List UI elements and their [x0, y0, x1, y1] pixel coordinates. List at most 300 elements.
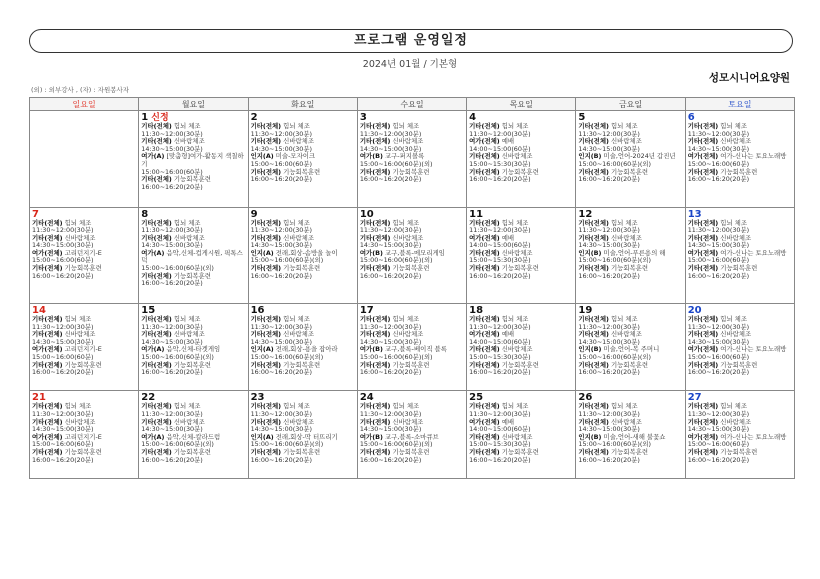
program-category: 기타(전체) [687, 122, 719, 130]
program-category: 기타(전체) [359, 264, 391, 273]
day-number: 4 [469, 112, 477, 123]
program-entry [251, 419, 355, 434]
program-time: 16:00~16:20(20분) [250, 271, 313, 280]
program-time: 16:00~16:20(20분) [469, 368, 531, 377]
weekday-header-wed: 수요일 [357, 98, 466, 111]
program-time: 15:00~16:00(60분) [250, 159, 313, 168]
program-title: 힘뇌 체조 [501, 218, 529, 227]
program-time: 15:00~16:00(60분)(외) [141, 264, 214, 273]
program-entry [141, 123, 245, 138]
program-time: 15:00~16:00(60분)(외) [359, 256, 433, 265]
program-entry [141, 176, 245, 191]
program-title: 힘뇌 체조 [720, 315, 748, 323]
program-title: 힘뇌 체조 [611, 122, 638, 130]
program-category: 기타(전체) [32, 448, 63, 457]
program-title: 신바람체조 [611, 330, 642, 339]
program-category: 기타(전체) [359, 218, 391, 227]
day-number: 1 [141, 112, 149, 123]
program-entry [578, 434, 682, 449]
program-time: 15:00~16:00(60분)(외) [578, 256, 652, 265]
day-number: 12 [578, 208, 593, 220]
program-title: 신바람체조 [283, 330, 315, 339]
program-category: 인지(B) [578, 345, 602, 354]
program-title: 신바람체조 [720, 233, 752, 242]
program-entry [469, 419, 573, 434]
program-time: 11:30~12:00(30분) [578, 226, 640, 235]
program-title: 기능회복훈련 [611, 264, 649, 273]
day-cell [30, 111, 139, 208]
program-entry [688, 123, 792, 138]
program-category: 인지(B) [578, 152, 602, 161]
program-time: 15:00~16:00(60분) [32, 256, 94, 265]
program-title: 기능회복훈련 [173, 360, 211, 369]
program-category: 기타(전체) [578, 402, 609, 411]
program-time: 15:00~16:00(60분) [32, 352, 94, 361]
program-time: 15:00~16:00(60분) [32, 440, 94, 449]
program-category: 여가(A) [141, 345, 165, 354]
program-category: 기타(전체) [687, 315, 719, 323]
program-title: 신바람체조 [283, 417, 315, 426]
program-time: 14:30~15:00(30분) [250, 337, 313, 346]
program-title: 힘뇌 체조 [501, 122, 529, 130]
program-entry [141, 220, 245, 235]
program-title: 기능회복훈련 [283, 167, 321, 176]
program-category: 기타(전체) [578, 448, 609, 457]
program-entry [578, 169, 682, 184]
program-entry [469, 265, 573, 280]
program-category: 기타(전체) [250, 122, 282, 130]
program-title: 음악,신체-컵게시원, 픽톡스덕 [141, 248, 243, 265]
program-entry [469, 220, 573, 235]
program-category: 인지(A) [250, 152, 274, 161]
day-number: 19 [578, 305, 593, 316]
program-category: 여가(전체) [32, 345, 63, 354]
program-entry [32, 265, 136, 280]
program-time: 14:30~15:00(30분) [687, 144, 750, 153]
program-time: 16:00~16:20(20분) [469, 455, 531, 464]
program-category: 기타(전체) [141, 218, 172, 227]
day-number: 17 [359, 305, 374, 316]
day-cell [576, 207, 685, 304]
program-title: 기능회복훈련 [501, 167, 539, 176]
program-category: 기타(전체) [469, 264, 500, 273]
program-category: 기타(전체) [469, 152, 500, 161]
program-title: 기능회복훈련 [611, 360, 649, 369]
program-title: 힘뇌 체조 [392, 402, 420, 411]
day-number: 16 [250, 305, 265, 316]
program-entry [578, 123, 682, 138]
day-number: 24 [359, 392, 374, 404]
program-entry [688, 449, 792, 464]
program-category: 여가(전체) [687, 432, 719, 441]
day-cell [685, 207, 794, 304]
program-category: 기타(전체) [250, 137, 282, 146]
program-title: 기능회복훈련 [720, 264, 758, 273]
program-time: 14:30~15:00(30분) [141, 425, 203, 434]
program-title: 기능회복훈련 [64, 360, 102, 369]
program-title: 신바람체조 [173, 137, 205, 146]
program-title: 기능회복훈련 [392, 264, 430, 273]
day-number: 2 [250, 112, 258, 123]
program-title: 힘뇌 체조 [283, 402, 310, 411]
program-time: 14:30~15:00(30분) [250, 425, 313, 434]
program-title: 신바람체조 [392, 417, 424, 426]
program-time: 11:30~12:00(30분) [469, 226, 531, 235]
calendar-table [29, 97, 795, 479]
program-title: 힘뇌 체조 [64, 402, 92, 411]
program-category: 기타(전체) [578, 330, 609, 339]
program-title: 힘뇌 체조 [283, 122, 310, 130]
program-time: 14:30~15:00(30분) [250, 144, 313, 153]
program-title: 힘뇌 체조 [611, 402, 638, 411]
program-title: 힘뇌 체조 [173, 122, 201, 130]
program-category: 기타(전체) [250, 448, 282, 457]
program-entry [251, 250, 355, 265]
program-category: 기타(전체) [578, 315, 609, 323]
program-category: 기타(전체) [32, 417, 63, 426]
program-title: 기능회복훈련 [173, 175, 211, 184]
program-time: 14:30~15:00(30분) [32, 241, 94, 250]
program-entry [688, 346, 792, 361]
program-entry [141, 273, 245, 288]
program-title: 기능회복훈련 [392, 167, 430, 176]
program-time: 16:00~16:20(20분) [359, 368, 422, 377]
program-entry [251, 403, 355, 418]
day-cell [357, 111, 466, 208]
program-time: 16:00~16:20(20분) [250, 175, 313, 184]
program-title: 기능회복훈련 [173, 271, 211, 280]
program-title: 신바람체조 [64, 330, 96, 339]
program-entry [251, 123, 355, 138]
program-entry [32, 362, 136, 377]
program-time: 11:30~12:00(30분) [250, 410, 313, 419]
program-time: 15:00~15:30(30분) [469, 352, 531, 361]
program-category: 기타(전체) [578, 264, 609, 273]
program-time: 16:00~16:20(20분) [687, 271, 750, 280]
program-title: 신바람체조 [611, 233, 642, 242]
day-number: 14 [32, 305, 46, 316]
program-entry [469, 235, 573, 250]
program-title: 음악,신체-칼라드럼 [166, 432, 221, 441]
program-category: 기타(전체) [359, 448, 391, 457]
program-category: 기타(전체) [250, 218, 282, 227]
program-title: 음악,신체-타겟게임 [166, 345, 221, 354]
day-number: 22 [141, 392, 156, 404]
program-time: 15:00~15:30(30분) [469, 440, 531, 449]
program-entry [469, 169, 573, 184]
program-category: 기타(전체) [141, 402, 172, 411]
program-entry [469, 250, 573, 265]
program-category: 기타(전체) [141, 360, 172, 369]
program-time: 11:30~12:00(30분) [141, 322, 203, 331]
program-time: 14:30~15:00(30분) [359, 241, 422, 250]
program-title: 교구,블록-메모리게임 [384, 248, 445, 257]
program-category: 기타(전체) [578, 233, 609, 242]
day-cell [139, 304, 248, 391]
organization-name: 성모시니어요양원 [708, 72, 790, 84]
program-category: 기타(전체) [687, 360, 719, 369]
program-category: 기타(전체) [250, 360, 282, 369]
program-title: 전래,회상-용을 잡아라 [275, 345, 338, 354]
program-time: 14:30~15:00(30분) [141, 337, 203, 346]
program-time: 16:00~16:20(20분) [359, 271, 422, 280]
program-entry [578, 153, 682, 168]
program-category: 기타(전체) [687, 264, 719, 273]
program-category: 기타(전체) [469, 345, 500, 354]
day-cell [467, 207, 576, 304]
week-row [30, 304, 795, 391]
program-category: 기타(전체) [359, 330, 391, 339]
day-number: 23 [250, 392, 265, 404]
program-time: 15:00~15:30(30분) [469, 256, 531, 265]
program-category: 기타(전체) [141, 448, 172, 457]
program-time: 11:30~12:00(30분) [469, 410, 531, 419]
program-entry [578, 419, 682, 434]
program-title: 미술,언어-푸른용의 해 [603, 248, 666, 257]
program-time: 14:30~15:00(30분) [359, 337, 422, 346]
program-category: 여가(B) [359, 152, 383, 161]
program-entry [141, 153, 245, 176]
program-time: 16:00~16:20(20분) [578, 271, 640, 280]
day-cell [30, 207, 139, 304]
program-entry [688, 153, 792, 168]
program-title: 힘뇌 체조 [720, 218, 748, 227]
program-title: 기능회복훈련 [611, 167, 649, 176]
program-time: 14:30~15:00(30분) [250, 241, 313, 250]
program-time: 14:30~15:00(30분) [141, 144, 203, 153]
program-entry [360, 449, 464, 464]
program-title: 여가-신나는 토요노래방 [720, 152, 787, 161]
program-time: 14:30~15:00(30분) [687, 337, 750, 346]
program-time: 16:00~16:20(20분) [469, 175, 531, 184]
day-number: 26 [578, 392, 593, 404]
program-time: 14:30~15:00(30분) [32, 337, 94, 346]
program-time: 14:30~15:00(30분) [359, 425, 422, 434]
program-category: 기타(전체) [32, 315, 63, 323]
program-time: 15:00~15:30(30분) [469, 159, 531, 168]
program-title: 신바람체조 [392, 233, 424, 242]
program-entry [578, 346, 682, 361]
program-category: 기타(전체) [32, 233, 63, 242]
program-time: 14:30~15:00(30분) [141, 241, 203, 250]
program-time: 15:00~16:00(60분)(외) [359, 440, 433, 449]
program-category: 기타(전체) [469, 218, 500, 227]
program-entry [688, 265, 792, 280]
program-time: 11:30~12:00(30분) [469, 322, 531, 331]
program-entry [141, 419, 245, 434]
program-entry [32, 403, 136, 418]
program-title: 미술,언어-2024년 갑진년 [603, 152, 676, 161]
program-time: 11:30~12:00(30분) [359, 322, 422, 331]
program-entry [141, 434, 245, 449]
program-time: 14:30~15:00(30분) [578, 241, 640, 250]
program-title: 고리던지기-E [64, 432, 102, 441]
program-entry [141, 250, 245, 273]
program-entry [32, 419, 136, 434]
program-title: 힘뇌 체조 [501, 402, 529, 411]
program-entry [688, 169, 792, 184]
program-entry [688, 403, 792, 418]
program-title: 힘뇌 체조 [720, 122, 748, 130]
program-time: 14:00~15:00(60분) [469, 425, 531, 434]
program-entry [360, 419, 464, 434]
program-time: 14:00~15:00(60분) [469, 337, 531, 346]
program-entry [251, 169, 355, 184]
program-entry [141, 316, 245, 331]
program-category: 여가(A) [141, 248, 165, 257]
program-title: 힘뇌 체조 [173, 315, 201, 323]
program-category: 기타(전체) [359, 122, 391, 130]
program-title: 신바람체조 [611, 417, 642, 426]
program-category: 인지(A) [250, 345, 274, 354]
program-time: 11:30~12:00(30분) [141, 410, 203, 419]
program-time: 14:30~15:00(30분) [578, 337, 640, 346]
day-number: 20 [687, 305, 702, 316]
program-time: 11:30~12:00(30분) [250, 226, 313, 235]
program-title: 신바람체조 [720, 417, 752, 426]
program-category: 기타(전체) [250, 315, 282, 323]
program-title: 기능회복훈련 [720, 360, 758, 369]
day-number: 3 [359, 112, 367, 123]
program-time: 16:00~16:20(20분) [687, 175, 750, 184]
program-time: 16:00~16:20(20분) [578, 175, 640, 184]
program-title: 신바람체조 [64, 233, 96, 242]
program-entry [251, 346, 355, 361]
program-title: 기능회복훈련 [501, 360, 539, 369]
program-time: 16:00~16:20(20분) [687, 455, 750, 464]
program-category: 기타(전체) [687, 330, 719, 339]
program-title: 힘뇌 체조 [173, 402, 201, 411]
program-time: 15:00~16:00(60분)(외) [141, 352, 214, 361]
program-time: 11:30~12:00(30분) [687, 410, 750, 419]
program-category: 여가(B) [359, 432, 383, 441]
program-entry [360, 235, 464, 250]
program-entry [32, 316, 136, 331]
day-number: 27 [687, 392, 702, 404]
program-title: 신바람체조 [392, 330, 424, 339]
weekday-header-mon: 월요일 [139, 98, 248, 111]
program-category: 기타(전체) [141, 315, 172, 323]
program-time: 14:30~15:00(30분) [687, 241, 750, 250]
program-entry [32, 346, 136, 361]
program-entry [251, 449, 355, 464]
day-cell [248, 391, 357, 479]
program-entry [141, 403, 245, 418]
weekday-header-row [30, 98, 795, 111]
weekday-header-tue: 화요일 [248, 98, 357, 111]
program-entry [251, 265, 355, 280]
program-entry [688, 235, 792, 250]
program-category: 기타(전체) [578, 167, 609, 176]
program-entry [360, 362, 464, 377]
day-cell [357, 207, 466, 304]
day-cell [685, 111, 794, 208]
page-subtitle: 2024년 01월 / 기본형 [362, 59, 458, 70]
program-category: 기타(전체) [250, 417, 282, 426]
program-time: 15:00~16:00(60분) [687, 159, 750, 168]
program-time: 11:30~12:00(30분) [578, 322, 640, 331]
program-entry [469, 362, 573, 377]
program-entry [469, 316, 573, 331]
program-time: 11:30~12:00(30분) [578, 129, 640, 138]
program-time: 16:00~16:20(20분) [687, 368, 750, 377]
program-entry [251, 434, 355, 449]
program-title: 여가-신나는 토요노래방 [720, 432, 787, 441]
program-entry [578, 235, 682, 250]
program-category: 기타(전체) [469, 248, 500, 257]
day-number: 7 [32, 208, 39, 220]
holiday-label: 신정 [151, 113, 169, 123]
program-entry [251, 235, 355, 250]
program-title: 신바람체조 [720, 330, 752, 339]
program-time: 15:00~16:00(60분)(외) [578, 440, 652, 449]
program-time: 15:00~16:00(60분)(외) [250, 440, 324, 449]
program-category: 인지(B) [578, 432, 602, 441]
day-cell [139, 111, 248, 208]
program-title: 고리던지기-E [64, 345, 102, 354]
program-category: 여가(전체) [469, 137, 500, 146]
program-title: 신바람체조 [173, 330, 205, 339]
program-time: 15:00~16:00(60분) [687, 256, 750, 265]
program-title: 힘뇌 체조 [64, 315, 92, 323]
program-title: 예배 [501, 137, 515, 146]
day-cell [685, 391, 794, 479]
program-time: 16:00~16:20(20분) [141, 279, 203, 288]
program-entry [469, 153, 573, 168]
program-category: 기타(전체) [469, 448, 500, 457]
program-entry [360, 169, 464, 184]
program-title: 예배 [501, 330, 515, 339]
program-category: 여가(전체) [469, 330, 500, 339]
program-entry [360, 316, 464, 331]
program-category: 여가(전체) [469, 417, 500, 426]
program-time: 14:30~15:00(30분) [687, 425, 750, 434]
program-title: 힘뇌 체조 [64, 218, 92, 227]
program-title: 교구,블록-소마큐브 [384, 432, 439, 441]
program-time: 16:00~16:20(20분) [359, 175, 422, 184]
week-row [30, 391, 795, 479]
program-category: 기타(전체) [250, 233, 282, 242]
weekday-header-sun: 일요일 [30, 98, 139, 111]
program-category: 기타(전체) [250, 402, 282, 411]
program-category: 기타(전체) [359, 137, 391, 146]
program-title: 신바람체조 [283, 137, 315, 146]
program-title: 미술,언어-복 주머니 [603, 345, 660, 354]
program-entry [469, 346, 573, 361]
program-title: 신바람체조 [501, 248, 533, 257]
program-time: 14:30~15:00(30분) [359, 144, 422, 153]
program-time: 15:00~16:00(60분)(외) [141, 440, 214, 449]
program-entry [578, 220, 682, 235]
day-cell [685, 304, 794, 391]
program-category: 기타(전체) [141, 271, 172, 280]
program-entry [578, 265, 682, 280]
program-entry [688, 220, 792, 235]
program-title: 힘뇌 체조 [392, 218, 420, 227]
program-entry [141, 362, 245, 377]
program-title: 전래,회상-솜방울 놀이 [275, 248, 338, 257]
program-time: 15:00~16:00(60분)(외) [578, 352, 652, 361]
program-entry [360, 346, 464, 361]
program-time: 11:30~12:00(30분) [359, 226, 422, 235]
legend-note: (외) : 외부강사 , (자) : 자원봉사자 [31, 86, 130, 94]
program-time: 11:30~12:00(30분) [469, 129, 531, 138]
program-title: 신바람체조 [501, 345, 533, 354]
program-category: 기타(전체) [141, 175, 172, 184]
program-category: 기타(전체) [359, 233, 391, 242]
program-title: 신바람체조 [501, 432, 533, 441]
program-title: 기능회복훈련 [501, 448, 539, 457]
